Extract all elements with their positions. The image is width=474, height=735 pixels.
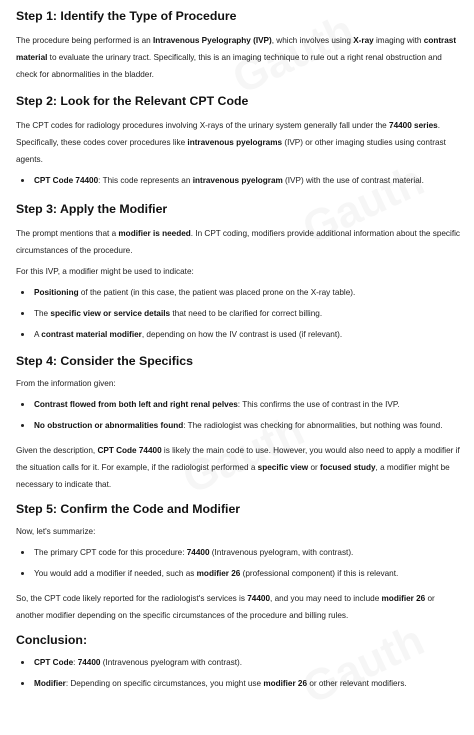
list-item: Positioning of the patient (in this case, the patient was placed prone on the X-ray table). bbox=[34, 284, 462, 301]
step1-paragraph: The procedure being performed is an Intravenous Pyelography (IVP), which involves using X-ray imaging with contrast material to evaluate the urinary tract. Specifically, this is an imaging technique to rule out a right renal obstruction and check for abnormalities in the bladder. bbox=[16, 36, 457, 79]
list-item: CPT Code: 74400 (Intravenous pyelogram with contrast). bbox=[34, 654, 462, 671]
list-item: You would add a modifier if needed, such as modifier 26 (professional component) if this is relevant. bbox=[34, 565, 462, 582]
list-item: The primary CPT code for this procedure: 74400 (Intravenous pyelogram, with contrast). bbox=[34, 544, 462, 561]
step1-heading: Step 1: Identify the Type of Procedure bbox=[16, 9, 237, 23]
step5-heading: Step 5: Confirm the Code and Modifier bbox=[16, 502, 241, 516]
document-body bbox=[16, 8, 462, 692]
step3-list bbox=[16, 284, 462, 343]
conclusion-heading: Conclusion: bbox=[16, 633, 88, 647]
step4-intro: From the information given: bbox=[16, 379, 116, 388]
step4-heading: Step 4: Consider the Specifics bbox=[16, 354, 193, 368]
list-item: The specific view or service details that need to be clarified for correct billing. bbox=[34, 305, 462, 322]
step5-list bbox=[16, 544, 462, 582]
step4-paragraph: Given the description, CPT Code 74400 is likely the main code to use. However, you would also need to apply a modifier if the situation calls for it. For example, if the radiologist performed a specific view or focused study, a modifier might be necessary to indicate that. bbox=[16, 446, 460, 489]
list-item: Contrast flowed from both left and right renal pelves: This confirms the use of contrast in the IVP. bbox=[34, 396, 462, 413]
step2-heading: Step 2: Look for the Relevant CPT Code bbox=[16, 94, 249, 108]
step5-intro: Now, let's summarize: bbox=[16, 527, 96, 536]
step3-heading: Step 3: Apply the Modifier bbox=[16, 202, 168, 216]
conclusion-list bbox=[16, 654, 462, 692]
list-item: Modifier: Depending on specific circumstances, you might use modifier 26 or other relevant modifiers. bbox=[34, 675, 462, 692]
step2-paragraph: The CPT codes for radiology procedures involving X-rays of the urinary system generally fall under the 74400 series. Specifically, these codes cover procedures like intravenous pyelograms (IVP) or other imaging studies using contrast agents. bbox=[16, 121, 446, 164]
step5-paragraph: So, the CPT code likely reported for the radiologist's services is 74400, and you may need to include modifier 26 or another modifier depending on the specific circumstances of the procedure and billing rules. bbox=[16, 594, 435, 620]
list-item: CPT Code 74400: This code represents an intravenous pyelogram (IVP) with the use of contrast material. bbox=[34, 172, 462, 189]
step3-paragraph: The prompt mentions that a modifier is needed. In CPT coding, modifiers provide additional information about the specific circumstances of the procedure. bbox=[16, 229, 461, 255]
step2-list bbox=[16, 172, 462, 189]
step4-list bbox=[16, 396, 462, 434]
list-item: A contrast material modifier, depending on how the IV contrast is used (if relevant). bbox=[34, 326, 462, 343]
list-item: No obstruction or abnormalities found: The radiologist was checking for abnormalities, but nothing was found. bbox=[34, 417, 462, 434]
step3-intro: For this IVP, a modifier might be used to indicate: bbox=[16, 267, 194, 276]
